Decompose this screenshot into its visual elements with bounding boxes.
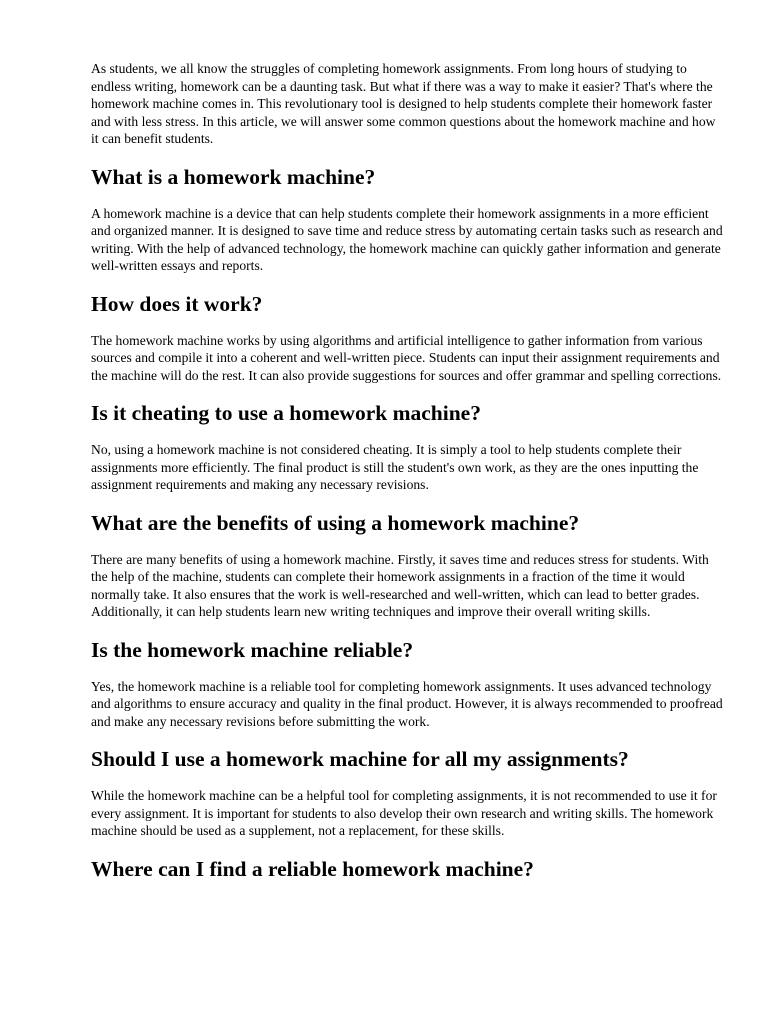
section-heading-cheating: Is it cheating to use a homework machine? <box>91 401 481 425</box>
section-heading-benefits: What are the benefits of using a homework machine? <box>91 510 580 535</box>
intro-paragraph: As students, we all know the struggles of completing homework assignments. From long hours of studying to endless writing, homework can be a daunting task. But what if there was a way to make it easier? That's where the homework machine comes in. This revolutionary tool is designed to help students complete their homework faster and with less stress. In this article, we will answer some common questions about the homework machine and how it can benefit students. <box>91 61 716 146</box>
section-heading-how-it-works: How does it work? <box>91 291 263 316</box>
section-body-what-is: A homework machine is a device that can help students complete their homework assignments in a more efficient and organized manner. It is designed to save time and reduce stress by automating certain tasks such as research and writing. With the help of advanced technology, the homework machine can quickly gather information and generate well-written essays and reports. <box>91 205 723 273</box>
section-body-reliable: Yes, the homework machine is a reliable tool for completing homework assignments. It uses advanced technology and algorithms to ensure accuracy and quality in the final product. However, it is always recommended to proofread and make any necessary revisions before submitting the work. <box>91 678 723 729</box>
section-body-benefits: There are many benefits of using a homework machine. Firstly, it saves time and reduces stress for students. With the help of the machine, students can complete their homework assignments in a fraction of the time it would normally take. It also ensures that the work is well-researched and well-written, which can lead to better grades. Additionally, it can help students learn new writing techniques and improve their overall writing skills. <box>91 551 709 619</box>
section-body-cheating: No, using a homework machine is not considered cheating. It is simply a tool to help students complete their assignments more efficiently. The final product is still the student's own work, as they are the ones inputting the assignment requirements and making any necessary revisions. <box>91 442 699 492</box>
section-heading-where-to-find: Where can I find a reliable homework machine? <box>91 856 534 881</box>
document-page <box>91 60 723 882</box>
section-heading-what-is: What is a homework machine? <box>91 164 376 189</box>
section-heading-reliable: Is the homework machine reliable? <box>91 637 414 662</box>
section-body-all-assignments: While the homework machine can be a helpful tool for completing assignments, it is not recommended to use it for every assignment. It is important for students to also develop their own research and writing skills. The homework machine should be used as a supplement, not a replacement, for these skills. <box>91 788 717 838</box>
section-heading-all-assignments: Should I use a homework machine for all my assignments? <box>91 747 629 771</box>
section-body-how-it-works: The homework machine works by using algorithms and artificial intelligence to gather information from various sources and compile it into a coherent and well-written piece. Students can input their assignment requirements and the machine will do the rest. It can also provide suggestions for sources and offer grammar and spelling corrections. <box>91 332 722 383</box>
